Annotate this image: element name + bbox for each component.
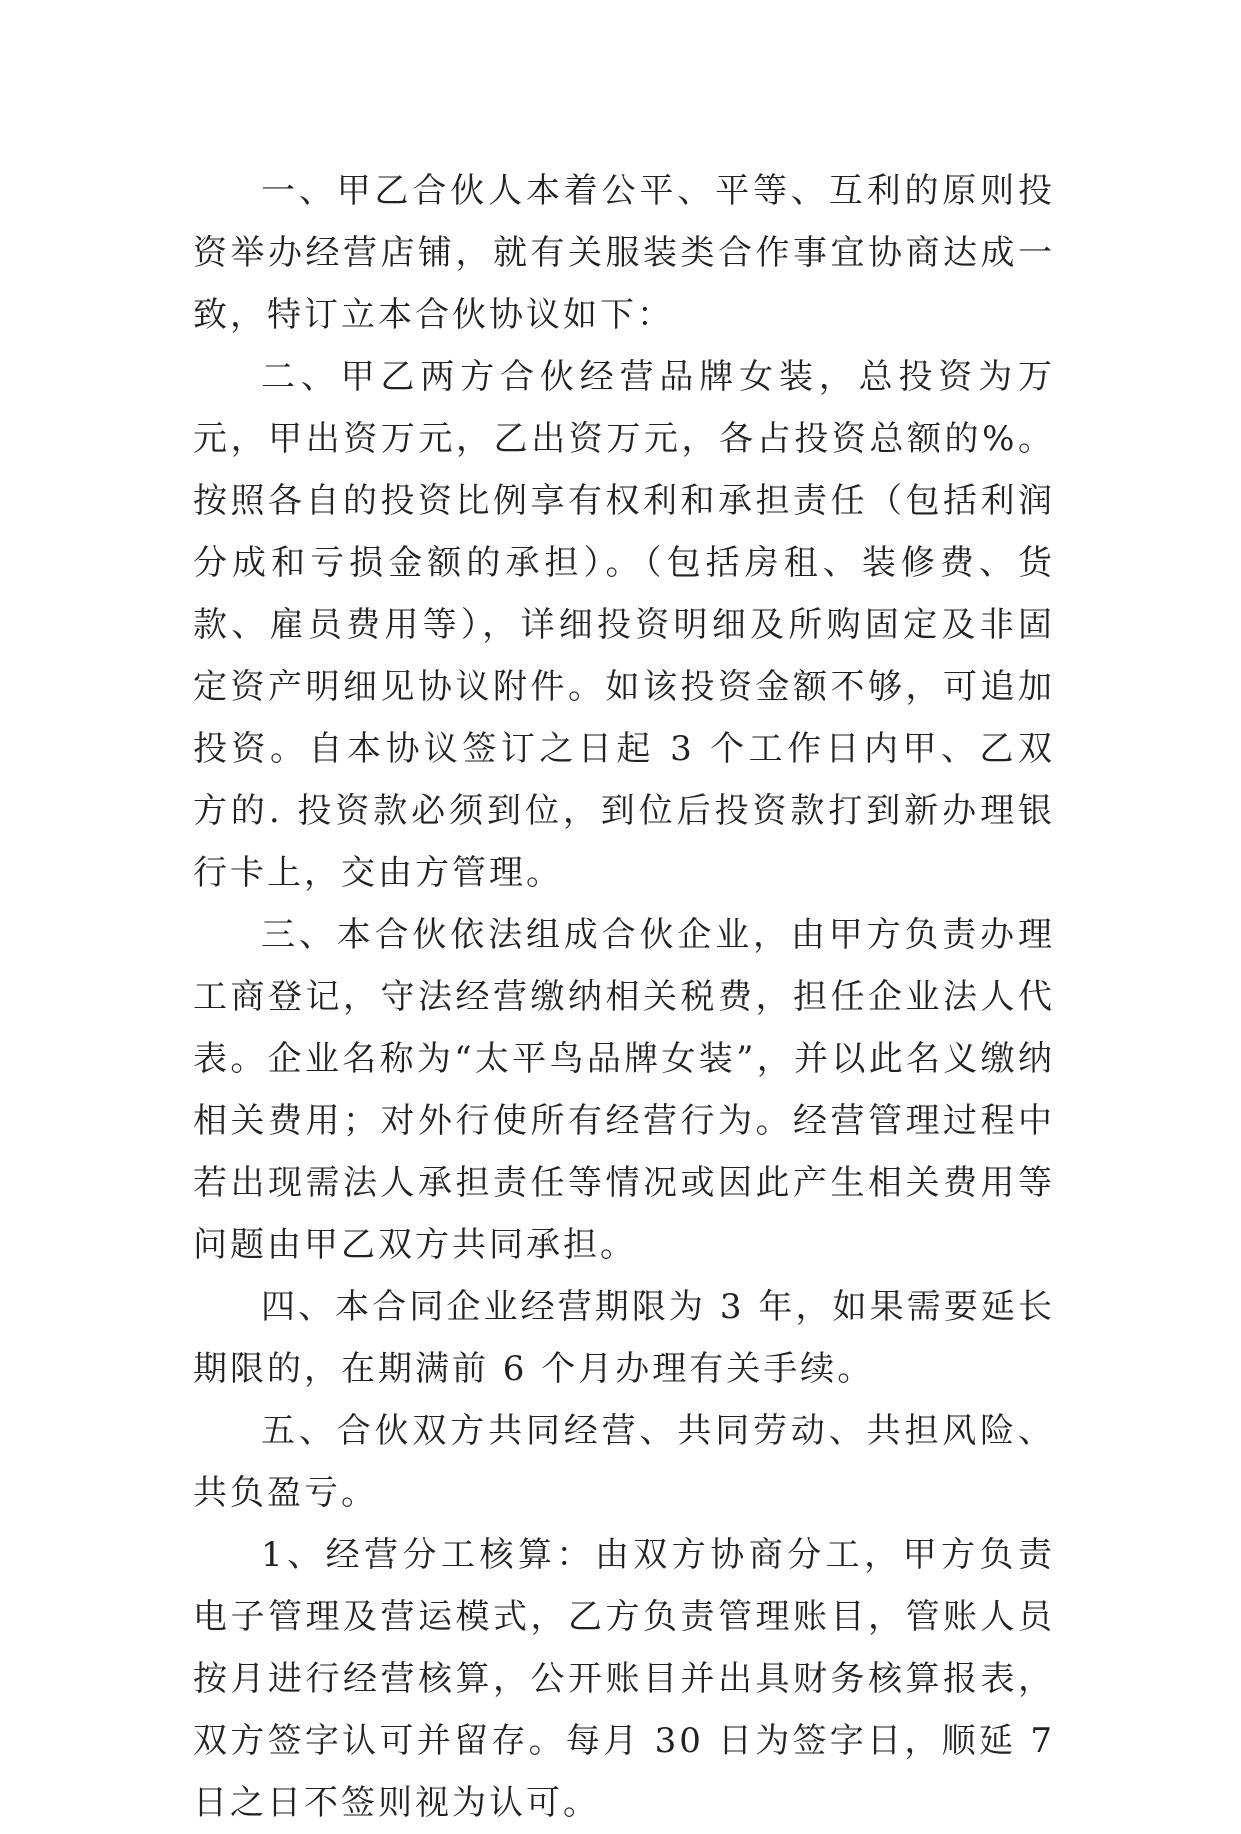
paragraph-4: 四、本合同企业经营期限为 3 年，如果需要延长期限的，在期满前 6 个月办理有关手续。 (193, 1287, 1055, 1389)
paragraph-2: 二、甲乙两方合伙经营品牌女装，总投资为万元，甲出资万元，乙出资万元，各占投资总额的%。按照各自的投资比例享有权利和承担责任（包括利润分成和亏损金额的承担）。（包括房租、装修费、货款、雇员费用等），详细投资明细及所购固定及非固定资产明细见协议附件。如该投资金额不够，可追加投资。自本协议签订之日起 3 个工作日内甲、乙双方的. 投资款必须到位，到位后投资款打到新办理银行卡上，交由方管理。 (193, 357, 1055, 893)
document-body (193, 160, 1055, 1834)
paragraph-6: 1、经营分工核算：由双方协商分工，甲方负责电子管理及营运模式，乙方负责管理账目，管账人员按月进行经营核算，公开账目并出具财务核算报表，双方签字认可并留存。每月 30 日为签字日，顺延 7 日之日不签则视为认可。 (193, 1535, 1055, 1823)
paragraph-5: 五、合伙双方共同经营、共同劳动、共担风险、共负盈亏。 (193, 1411, 1055, 1513)
paragraph-1: 一、甲乙合伙人本着公平、平等、互利的原则投资举办经营店铺，就有关服装类合作事宜协商达成一致，特订立本合伙协议如下： (193, 171, 1055, 335)
paragraph-3: 三、本合伙依法组成合伙企业，由甲方负责办理工商登记，守法经营缴纳相关税费，担任企业法人代表。企业名称为“太平鸟品牌女装”，并以此名义缴纳相关费用；对外行使所有经营行为。经营管理过程中若出现需法人承担责任等情况或因此产生相关费用等问题由甲乙双方共同承担。 (193, 915, 1055, 1265)
